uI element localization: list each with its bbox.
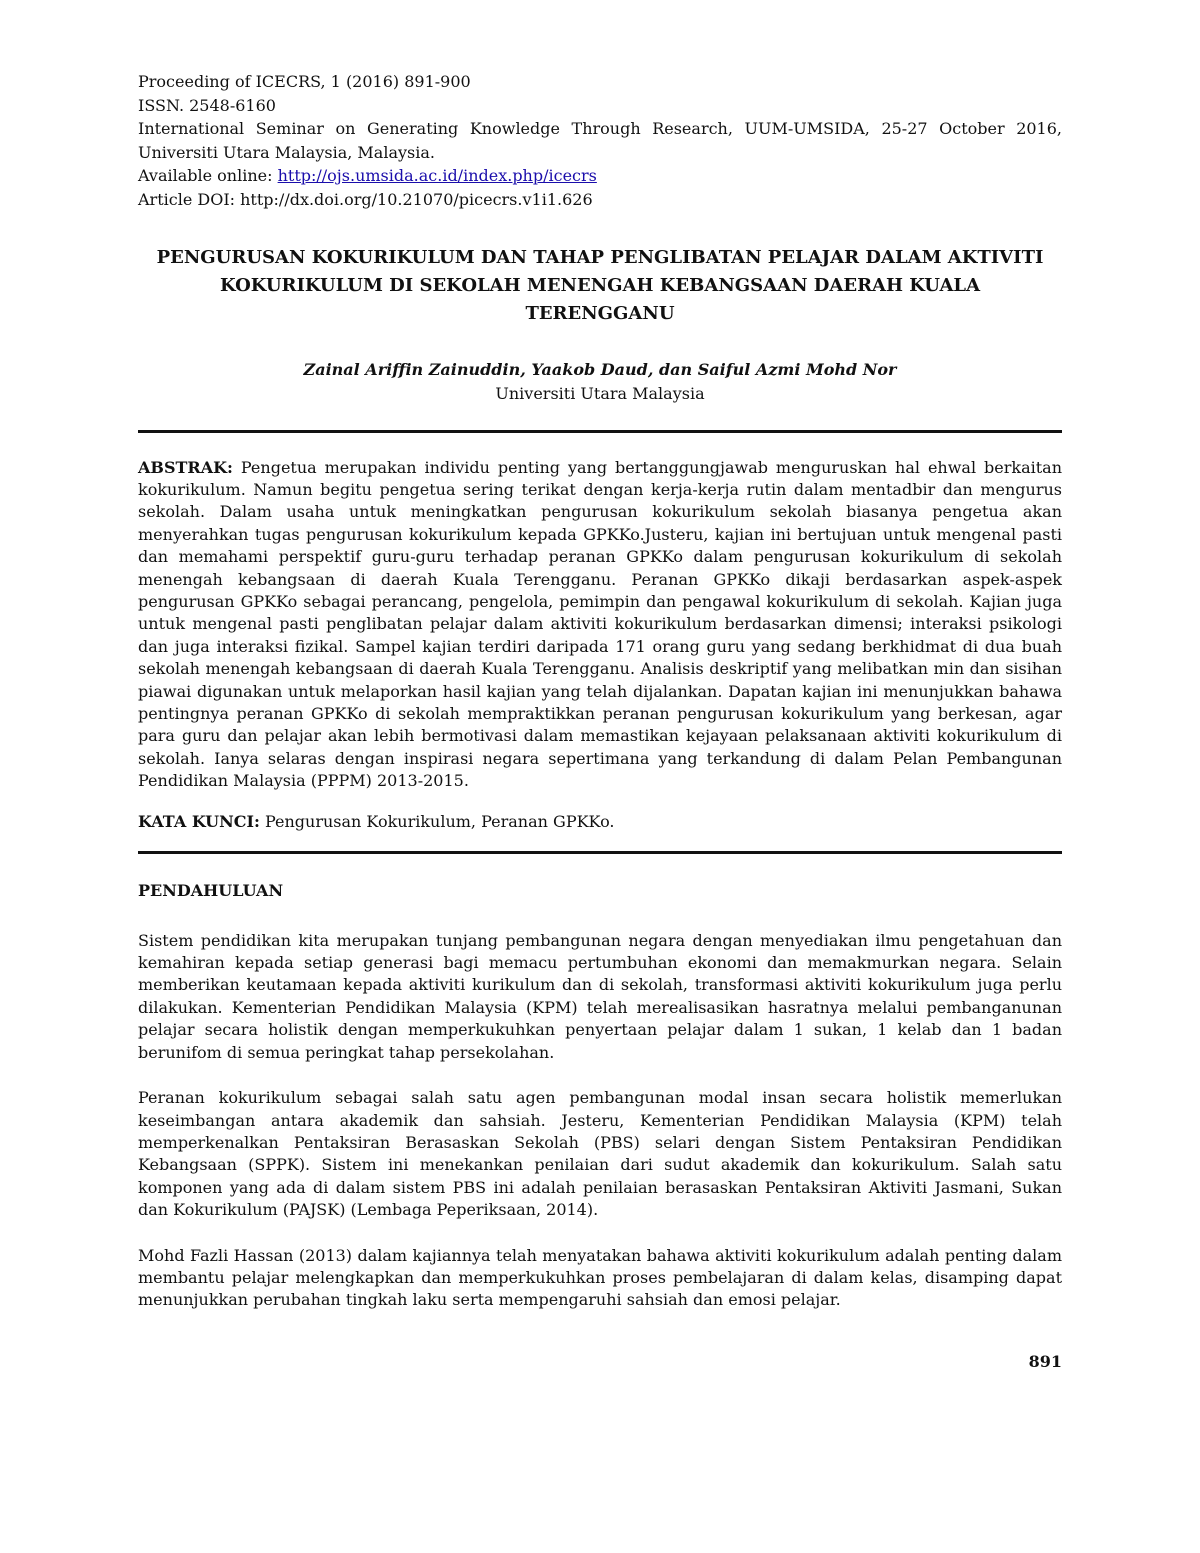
journal-header: [138, 70, 1062, 212]
page-number: 891: [1028, 1352, 1062, 1371]
section-heading: PENDAHULUAN: [138, 880, 284, 900]
body-paragraph: Peranan kokurikulum sebagai salah satu agen pembangunan modal insan secara holistik memerlukan keseimbangan antara akademik dan sahsiah. Jesteru, Kementerian Pendidikan Malaysia (KPM) telah memperkenalkan Pentaksiran Berasaskan Sekolah (PBS) selari dengan Sistem Pentaksiran Pendidikan Kebangsaan (SPPK). Sistem ini menekankan penilaian dari sudut akademik dan kokurikulum. Salah satu komponen yang ada di dalam sistem PBS ini adalah penilaian berasaskan Pentaksiran Aktiviti Jasmani, Sukan dan Kokurikulum (PAJSK) (Lembaga Peperiksaan, 2014).: [138, 1088, 1062, 1220]
seminar-info: International Seminar on Generating Knowledge Through Research, UUM-UMSIDA, 25-27 October 2016,: [138, 119, 1062, 139]
title-line-3: TERENGGANU: [525, 302, 675, 324]
title-line-1: PENGURUSAN KOKURIKULUM DAN TAHAP PENGLIBATAN PELAJAR DALAM AKTIVITI: [156, 246, 1044, 268]
divider-bottom: [138, 851, 1062, 854]
available-online: [138, 164, 1062, 188]
available-label: Available online:: [138, 166, 278, 186]
proceeding-citation: Proceeding of ICECRS, 1 (2016) 891-900: [138, 72, 471, 91]
abstract: [138, 457, 1062, 793]
keywords-text: Pengurusan Kokurikulum, Peranan GPKKo.: [264, 811, 615, 831]
keywords-label: KATA KUNCI:: [138, 811, 260, 831]
author-affiliation: Universiti Utara Malaysia: [495, 383, 705, 403]
body-paragraph: Sistem pendidikan kita merupakan tunjang pembangunan negara dengan menyediakan ilmu pengetahuan dan kemahiran kepada setiap generasi bagi memacu pertumbuhan ekonomi dan memakmurkan negara. Selain memberikan keutamaan kepada aktiviti kurikulum dan di sekolah, transformasi aktiviti kokurikulum juga perlu dilakukan. Kementerian Pendidikan Malaysia (KPM) telah merealisasikan hasratnya melalui pembanganunan pelajar secara holistik dengan memperkukuhkan penyertaan pelajar dalam 1 sukan, 1 kelab dan 1 badan berunifom di semua peringkat tahap persekolahan.: [138, 930, 1062, 1062]
article-doi: Article DOI: http://dx.doi.org/10.21070/picecrs.v1i1.626: [138, 189, 593, 209]
abstract-label: ABSTRAK:: [138, 457, 233, 477]
keywords: [138, 811, 1062, 833]
abstract-text: Pengetua merupakan individu penting yang bertanggungjawab menguruskan hal ehwal berkaitan kokurikulum. Namun begitu pengetua sering terikat dengan kerja-kerja rutin dalam mentadbir dan mengurus sekolah. Dalam usaha untuk meningkatkan pengurusan kokurikulum sekolah biasanya pengetua akan menyerahkan tugas pengurusan kokurikulum kepada GPKKo.Justeru, kajian ini bertujuan untuk mengenal pasti dan memahami perspektif guru-guru terhadap peranan GPKKo dalam pengurusan kokurikulum di sekolah menengah kebangsaan di daerah Kuala Terengganu. Peranan GPKKo dikaji berdasarkan aspek-aspek pengurusan GPKKo sebagai perancang, pengelola, pemimpin dan pengawal kokurikulum di sekolah. Kajian juga untuk mengenal pasti penglibatan pelajar dalam aktiviti kokurikulum berdasarkan dimensi; interaksi psikologi dan juga interaksi fizikal. Sampel kajian terdiri daripada 171 orang guru yang sedang berkhidmat di dua buah sekolah menengah kebangsaan di daerah Kuala Terengganu. Analisis deskriptif yang melibatkan min dan sisihan piawai digunakan untuk melaporkan hasil kajian yang telah dijalankan. Dapatan kajian ini menunjukkan bahawa pentingnya peranan GPKKo di sekolah mempraktikkan peranan pengurusan kokurikulum yang berkesan, agar para guru dan pelajar akan lebih bermotivasi dalam memastikan kejayaan pelaksanaan aktiviti kokurikulum di sekolah. Ianya selaras dengan inspirasi negara sepertimana yang terkandung di dalam Pelan Pembangunan Pendidikan Malaysia (PPPM) 2013-2015.: [138, 457, 1063, 791]
author-names: Zainal Ariffin Zainuddin, Yaakob Daud, dan Saiful Azmi Mohd Nor: [303, 359, 897, 379]
body-paragraph: Mohd Fazli Hassan (2013) dalam kajiannya telah menyatakan bahawa aktiviti kokurikulum adalah penting dalam membantu pelajar melengkapkan dan memperkukuhkan proses pembelajaran di dalam kelas, disamping dapat menunjukkan perubahan tingkah laku serta mempengaruhi sahsiah dan emosi pelajar.: [138, 1245, 1062, 1310]
issn: ISSN. 2548-6160: [138, 95, 276, 115]
paper-page: [138, 70, 1062, 1312]
seminar-location: Universiti Utara Malaysia, Malaysia.: [138, 142, 435, 162]
author-block: [138, 358, 1062, 406]
journal-link[interactable]: http://ojs.umsida.ac.id/index.php/icecrs: [277, 166, 597, 186]
divider-top: [138, 430, 1062, 433]
title-line-2: KOKURIKULUM DI SEKOLAH MENENGAH KEBANGSAAN DAERAH KUALA: [219, 274, 981, 296]
paper-title: [138, 244, 1062, 328]
